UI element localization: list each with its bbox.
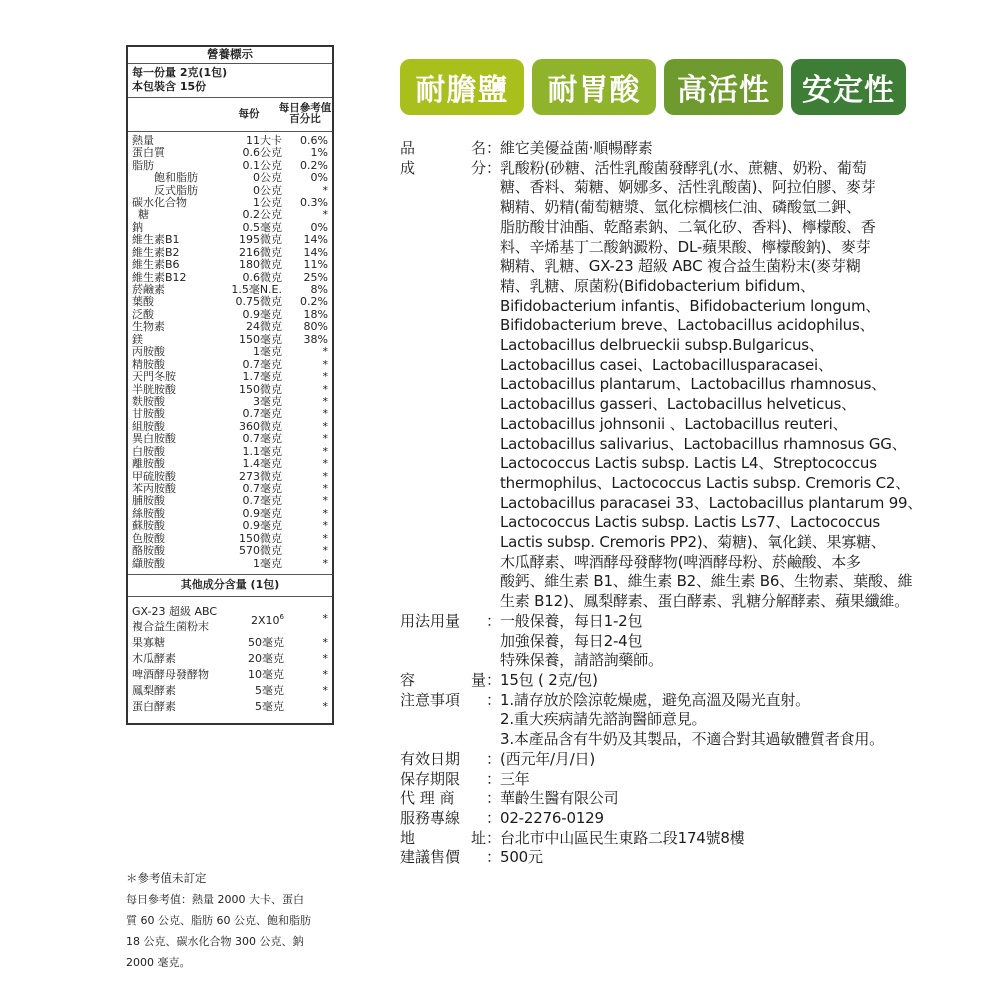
nutrition-row [132,408,328,420]
nutrient-name: 色胺酸 [132,531,165,545]
nutrient-daily-value: * [322,506,328,520]
ingredient-name-line: 複合益生菌粉末 [132,619,209,633]
nutrient-name: 苯丙胺酸 [132,482,176,496]
nutrient-name: 甲硫胺酸 [132,469,176,483]
info-row-expiry [400,750,960,770]
info-label [400,848,500,868]
ingredient-amount-value: 5毫克 [255,683,284,697]
nutrient-name: 生物素 [132,320,165,334]
col-per-serving: 每份 [238,107,260,120]
nutrient-daily-value: 0.6% [300,133,328,147]
info-label [400,159,500,612]
ingredient-daily-value: * [322,683,328,697]
nutrient-amount: 273微克 [239,469,282,483]
footnote-note: ＊參考值未訂定 [126,871,207,885]
nutrient-daily-value: 8% [310,283,328,297]
nutrient-amount: 11大卡 [246,133,282,147]
info-label [400,139,500,159]
other-ingredient-row [132,603,328,635]
nutrient-daily-value: * [322,494,328,508]
nutrient-daily-value: 14% [303,245,328,259]
info-label-char: 名 [470,139,486,157]
nutrient-name: 菸鹼素 [132,283,165,297]
nutrition-rows [128,132,332,574]
nutrient-daily-value: * [322,469,328,483]
info-value-line: 02-2276-0129 [500,808,604,827]
info-value [500,139,960,159]
ingredient-amount-value: 50毫克 [248,635,284,649]
nutrient-daily-value: 0.2% [300,158,328,172]
nutrient-name: 纈胺酸 [132,556,165,570]
ingredient-name-line: 啤酒酵母發酵物 [132,668,209,682]
info-value [500,671,960,691]
nutrient-daily-value: 80% [303,320,328,334]
ingredient-name-line: 鳳梨酵素 [132,684,176,698]
ingredient-daily-value: * [322,611,328,625]
info-colon: ： [486,749,502,768]
nutrient-amount: 0.9毫克 [242,506,282,520]
info-label-text: 注意事項 [400,690,461,709]
other-ingredient-row [132,699,328,715]
serving-info [128,64,332,98]
info-value-line: 酸鈣、維生素 B1、維生素 B2、維生素 B6、生物素、葉酸、維 [500,572,913,591]
nutrient-daily-value: * [322,482,328,496]
nutrient-daily-value: * [322,357,328,371]
info-value-line: Lactobacillus plantarum、Lactobacillus rhamnosus、 [500,375,886,394]
nutrient-name: 甘胺酸 [132,407,165,421]
nutrition-row [132,545,328,557]
nutrient-daily-value: * [322,345,328,359]
info-label [400,789,500,809]
ingredient-name [132,699,234,714]
info-label-text [400,159,486,612]
nutrient-daily-value: 38% [303,332,328,346]
nutrient-amount: 0.7毫克 [242,357,282,371]
info-label-char: 量 [470,670,486,689]
nutrient-amount: 150毫克 [239,332,282,346]
footnote-line: 質 60 公克、脂肪 60 公克、飽和脂肪 [126,914,311,927]
ingredient-name [132,667,234,682]
info-value-line: Lactobacillus gasseri、Lactobacillus helveticus、 [500,395,856,414]
nutrient-daily-value: * [322,419,328,433]
info-label-text [400,671,486,691]
info-label [400,829,500,849]
info-label-text: 保存期限 [400,769,461,788]
info-colon: ： [486,690,502,709]
nutrient-amount: 195微克 [239,233,282,247]
info-label-char: 容 [400,670,416,689]
info-value-line: Lactococcus Lactis subsp. Lactis Ls77、Lactococcus [500,513,880,532]
nutrient-name: 天門冬胺 [132,370,176,384]
feature-badges [400,59,906,115]
nutrient-amount: 1.1毫克 [242,444,282,458]
info-value [500,691,960,750]
info-row-price [400,848,960,868]
nutrient-name: 組胺酸 [132,419,165,433]
info-row-name [400,139,960,159]
nutrition-row [132,197,328,209]
info-label [400,770,500,790]
nutrient-amount: 180微克 [239,258,282,272]
ingredient-amount-value: 2X10 [251,613,280,627]
nutrient-name: 脯胺酸 [132,494,165,508]
info-value-line: 一般保養，每日1-2包 [500,611,643,630]
nutrient-daily-value: * [322,382,328,396]
nutrient-daily-value: * [322,208,328,222]
ingredient-name [132,651,234,666]
nutrition-row [132,346,328,358]
nutrition-row [132,209,328,221]
nutrient-name: 異白胺酸 [132,432,176,446]
nutrient-daily-value: 18% [303,307,328,321]
nutrient-name: 糖 [138,208,149,222]
info-value-line: 木瓜酵素、啤酒酵母發酵物(啤酒酵母粉、菸鹼酸、本多 [500,552,861,571]
nutrient-name: 白胺酸 [132,444,165,458]
info-label-text: 代 理 商 [400,789,455,808]
info-row-shelf-life [400,770,960,790]
info-label [400,691,500,750]
nutrition-column-header [128,98,332,132]
nutrient-daily-value: * [322,370,328,384]
nutrient-amount: 0.2公克 [242,208,282,222]
ingredient-name [132,604,234,634]
info-row-agent [400,789,960,809]
info-row-usage [400,612,960,671]
info-label-char: 地 [400,828,416,847]
info-label-text: 有效日期 [400,749,461,768]
nutrient-amount: 1毫克 [253,345,282,359]
nutrient-daily-value: * [322,432,328,446]
info-value [500,829,960,849]
info-value-line: 1.請存放於陰涼乾燥處，避免高溫及陽光直射。 [500,690,810,709]
nutrient-amount: 3毫克 [253,394,282,408]
info-value [500,770,960,790]
info-value-line: Lactobacillus casei、Lactobacillusparacasei、 [500,355,833,374]
info-label-char: 分 [470,158,486,177]
ingredient-name [132,683,234,698]
ingredient-amount-value: 5毫克 [255,699,284,713]
info-value-line: 料、辛烯基丁二酸鈉澱粉、DL-蘋果酸、檸檬酸鈉)、麥芽 [500,237,871,256]
info-value-line: 加強保養，每日2-4包 [500,631,643,650]
footnote-line: 18 公克、碳水化合物 300 公克、鈉 [126,935,304,948]
nutrient-name: 熱量 [132,133,154,147]
nutrient-daily-value: 25% [303,270,328,284]
nutrient-daily-value: * [322,183,328,197]
nutrient-name: 蘇胺酸 [132,519,165,533]
nutrition-row [132,371,328,383]
badge-acid-resistant: 耐胃酸 [532,59,656,115]
nutrient-amount: 0.5毫克 [242,220,282,234]
nutrient-name: 維生素B2 [132,245,180,259]
info-value-line: Lactococcus Lactis subsp. Lactis L4、Streptococcus [500,454,877,473]
ingredient-name-line: 木瓜酵素 [132,652,176,666]
info-colon: ： [486,158,502,177]
nutrient-amount: 0.6公克 [242,146,282,160]
footnote-line: 2000 毫克。 [126,956,191,969]
info-value-line: 糊精、奶精(葡萄糖漿、氫化棕櫚核仁油、磷酸氫二鉀、 [500,198,861,217]
nutrient-amount: 0.7毫克 [242,432,282,446]
nutrient-name: 脂肪 [132,158,154,172]
nutrient-name: 反式脂肪 [154,183,198,197]
ingredient-daily-value: * [322,651,328,665]
nutrient-daily-value: * [322,544,328,558]
info-label [400,750,500,770]
nutrient-name: 泛酸 [132,307,154,321]
ingredient-name-line: 果寡糖 [132,636,165,650]
info-value [500,159,960,612]
nutrient-amount: 1.4毫克 [242,457,282,471]
info-value-line: 糖、香料、菊糖、婀娜多、活性乳酸菌)、阿拉伯膠、麥芽 [500,178,876,197]
nutrient-amount: 1.5毫N.E. [231,283,282,297]
info-value-line: (西元年/月/日) [500,749,596,768]
nutrient-amount: 0.6微克 [242,270,282,284]
nutrient-amount: 24微克 [246,320,282,334]
info-label-char: 成 [400,158,416,177]
info-label-text: 建議售價 [400,848,461,867]
info-value-line: Lactobacillus delbrueckii subsp.Bulgaricus、 [500,336,824,355]
info-colon: ： [486,789,502,808]
info-value-line: Bifidobacterium infantis、Bifidobacterium longum、 [500,296,881,315]
nutrient-amount: 0.9毫克 [242,307,282,321]
ingredient-name-line: 蛋白酵素 [132,700,176,714]
nutrient-daily-value: * [322,531,328,545]
nutrient-daily-value: * [322,407,328,421]
info-value-line: 乳酸粉(砂糖、活性乳酸菌發酵乳(水、蔗糖、奶粉、葡萄 [500,158,867,177]
nutrition-row [132,259,328,271]
product-info [400,139,960,868]
nutrient-amount: 570微克 [239,544,282,558]
badge-stability: 安定性 [791,59,906,115]
nutrition-facts-table [126,45,334,725]
col-daily-value: 每日參考值 百分比 [278,102,332,126]
nutrient-daily-value: 0% [310,220,328,234]
nutrition-title: 營養標示 [128,47,332,64]
ingredient-amount-exponent: 6 [279,612,284,621]
nutrition-row [132,296,328,308]
info-colon: ： [486,848,502,867]
nutrition-row [132,321,328,333]
info-value [500,750,960,770]
info-value-line: 生素 B12)、鳳梨酵素、蛋白酵素、乳糖分解酵素、蘋果纖維。 [500,592,910,611]
nutrient-amount: 0公克 [253,183,282,197]
nutrient-daily-value: * [322,519,328,533]
nutrient-daily-value: * [322,556,328,570]
info-row-ingredients [400,159,960,612]
info-row-hotline [400,809,960,829]
ingredient-amount [234,685,284,698]
info-colon: ： [486,828,502,847]
nutrition-footnote [126,868,356,973]
nutrient-amount: 0公克 [253,171,282,185]
nutrient-name: 麩胺酸 [132,394,165,408]
ingredient-amount [234,669,284,682]
info-label [400,671,500,691]
nutrient-name: 酪胺酸 [132,544,165,558]
nutrient-name: 離胺酸 [132,457,165,471]
ingredient-name-line: GX-23 超級 ABC [132,604,218,618]
other-ingredient-row [132,635,328,651]
nutrient-daily-value: 14% [303,233,328,247]
nutrient-amount: 0.75微克 [235,295,282,309]
info-value [500,809,960,829]
nutrient-name: 維生素B12 [132,270,187,284]
nutrient-name: 鈉 [132,220,143,234]
nutrient-amount: 0.7毫克 [242,407,282,421]
badge-bile-resistant: 耐膽鹽 [400,59,524,115]
nutrient-amount: 1公克 [253,195,282,209]
nutrient-name: 維生素B1 [132,233,180,247]
nutrient-name: 葉酸 [132,295,154,309]
info-value-line: 華齡生醫有限公司 [500,789,619,808]
serving-size: 每一份量 2克(1包) [132,65,228,79]
ingredient-amount [234,611,284,628]
info-value-line: 脂肪酸甘油酯、乾酪素鈉、二氧化矽、香料)、檸檬酸、香 [500,217,876,236]
ingredient-amount [234,701,284,714]
nutrient-daily-value: * [322,394,328,408]
info-label [400,809,500,829]
info-row-capacity [400,671,960,691]
info-label-text [400,139,486,159]
nutrient-name: 鎂 [132,332,143,346]
info-value-line: 精、乳糖、原菌粉(Bifidobacterium bifidum、 [500,276,815,295]
info-colon: ： [486,769,502,788]
nutrient-amount: 0.7毫克 [242,482,282,496]
info-value [500,848,960,868]
nutrition-row [132,558,328,570]
ingredient-name [132,635,234,650]
nutrition-row [132,433,328,445]
nutrient-amount: 0.9毫克 [242,519,282,533]
info-value-line: 三年 [500,769,530,788]
other-ingredients-rows [128,597,332,723]
info-value-line: 台北市中山區民生東路二段174號8樓 [500,828,745,847]
info-label-char: 品 [400,139,416,157]
info-value-line: 3.本產品含有牛奶及其製品，不適合對其過敏體質者食用。 [500,730,884,749]
info-value-line: 500元 [500,848,543,867]
info-value-line: 特殊保養，請諮詢藥師。 [500,651,663,670]
info-colon: ： [486,611,502,630]
nutrition-row [132,284,328,296]
nutrient-amount: 0.1公克 [242,158,282,172]
info-colon: ： [486,139,502,157]
ingredient-daily-value: * [322,667,328,681]
ingredient-daily-value: * [322,699,328,713]
footnote-line: 每日參考值：熱量 2000 大卡、蛋白 [126,893,304,906]
nutrition-row [132,458,328,470]
other-ingredients-title: 其他成分含量 (1包) [128,575,332,597]
other-ingredient-row [132,683,328,699]
nutrient-name: 蛋白質 [132,146,165,160]
nutrient-amount: 360微克 [239,419,282,433]
info-value-line: Bifidobacterium breve、Lactobacillus acidophilus、 [500,316,875,335]
info-value-line: Lactis subsp. Cremoris PP2)、菊糖)、氧化鎂、果寡糖、 [500,533,886,552]
other-ingredient-row [132,667,328,683]
nutrition-row [132,234,328,246]
nutrient-daily-value: 11% [303,258,328,272]
nutrient-amount: 216微克 [239,245,282,259]
info-value-line: 15包 ( 2克/包) [500,670,598,689]
info-label-text: 用法用量 [400,611,461,630]
nutrient-name: 飽和脂肪 [154,171,198,185]
ingredient-daily-value: * [322,635,328,649]
nutrition-row [132,520,328,532]
nutrient-name: 維生素B6 [132,258,180,272]
info-row-precautions [400,691,960,750]
nutrient-name: 丙胺酸 [132,345,165,359]
servings-per-package: 本包裝含 15份 [132,79,207,93]
info-value-line: Lactobacillus paracasei 33、Lactobacillus plantarum 99、 [500,493,923,512]
info-value-line: 2.重大疾病請先諮詢醫師意見。 [500,710,707,729]
info-label-text: 服務專線 [400,808,461,827]
info-colon: ： [486,670,502,689]
info-value-line: Lactobacillus salivarius、Lactobacillus rhamnosus GG、 [500,434,907,453]
info-label-char: 址 [470,828,486,847]
nutrient-daily-value: 0% [310,171,328,185]
nutrient-name: 半胱胺酸 [132,382,176,396]
info-value-line: 維它美優益菌‧順暢酵素 [500,139,653,157]
nutrition-row [132,147,328,159]
info-value-line: 糊精、乳糖、GX-23 超級 ABC 複合益生菌粉末(麥芽糊 [500,257,861,276]
nutrient-daily-value: 1% [310,146,328,160]
nutrient-amount: 1.7毫克 [242,370,282,384]
info-value-line: Lactobacillus johnsonii 、Lactobacillus reuteri、 [500,414,848,433]
badge-high-activity: 高活性 [664,59,783,115]
info-row-address [400,829,960,849]
nutrient-amount: 150微克 [239,382,282,396]
ingredient-amount-value: 20毫克 [248,651,284,665]
info-value-line: thermophilus、Lactococcus Lactis subsp. Cremoris C2、 [500,473,911,492]
ingredient-amount-value: 10毫克 [248,667,284,681]
nutrient-name: 碳水化合物 [132,195,187,209]
nutrient-daily-value: * [322,444,328,458]
info-colon: ： [486,808,502,827]
nutrient-daily-value: 0.3% [300,195,328,209]
ingredient-amount [234,653,284,666]
nutrition-row [132,172,328,184]
nutrient-amount: 1毫克 [253,556,282,570]
info-value [500,612,960,671]
ingredient-amount [234,637,284,650]
nutrient-amount: 0.7毫克 [242,494,282,508]
info-label [400,612,500,671]
info-label-text [400,829,486,849]
nutrient-name: 精胺酸 [132,357,165,371]
info-value [500,789,960,809]
nutrient-name: 絲胺酸 [132,506,165,520]
nutrient-amount: 150微克 [239,531,282,545]
other-ingredient-row [132,651,328,667]
nutrient-daily-value: 0.2% [300,295,328,309]
nutrient-daily-value: * [322,457,328,471]
